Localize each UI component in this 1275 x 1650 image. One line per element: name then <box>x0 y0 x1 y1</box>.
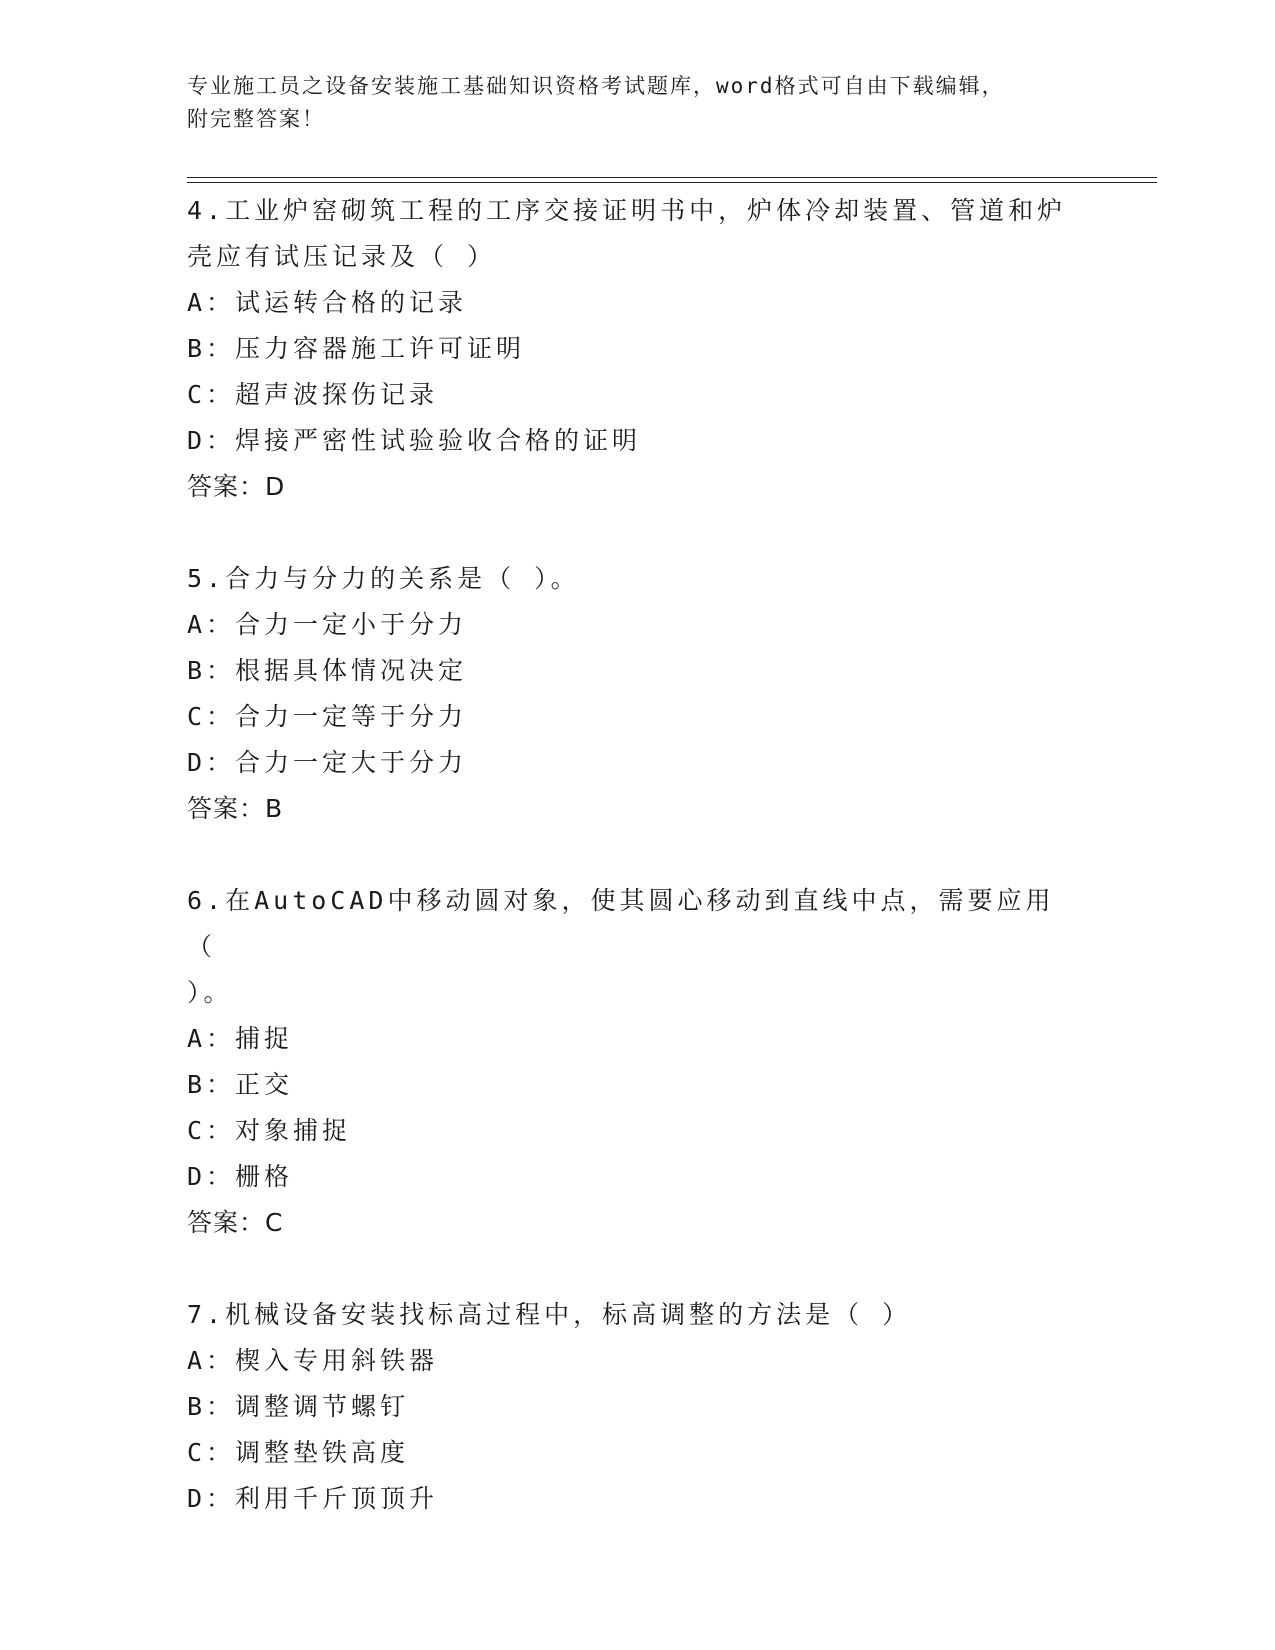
option-d: D：焊接严密性试验验收合格的证明 <box>187 426 642 455</box>
option-a: A：捕捉 <box>187 1024 294 1053</box>
option-d: D：利用千斤顶顶升 <box>187 1484 439 1513</box>
question-stem-line: 壳应有试压记录及（ ） <box>187 242 497 271</box>
option-a: A：合力一定小于分力 <box>187 610 468 639</box>
option-c: C：超声波探伤记录 <box>187 380 439 409</box>
question-4 <box>187 188 1087 510</box>
answer-line: 答案：B <box>187 794 284 823</box>
option-c: C：调整垫铁高度 <box>187 1438 410 1467</box>
option-c: C：合力一定等于分力 <box>187 702 468 731</box>
option-d: D：合力一定大于分力 <box>187 748 468 777</box>
header-divider-bottom <box>187 182 1157 183</box>
question-stem-line: 6.在AutoCAD中移动圆对象，使其圆心移动到直线中点，需要应用（ <box>187 886 1055 961</box>
question-spacer <box>187 832 1087 878</box>
header-line-2: 附完整答案！ <box>187 107 325 131</box>
question-6 <box>187 878 1087 1246</box>
answer-line: 答案：C <box>187 1208 284 1237</box>
document-header <box>187 70 1087 136</box>
option-d: D：栅格 <box>187 1162 294 1191</box>
question-spacer <box>187 1246 1087 1292</box>
option-b: B：正交 <box>187 1070 294 1099</box>
header-line-1: 专业施工员之设备安装施工基础知识资格考试题库，word格式可自由下载编辑， <box>187 74 1005 98</box>
question-stem-line: ）。 <box>187 978 233 1007</box>
question-7 <box>187 1292 1087 1522</box>
option-c: C：对象捕捉 <box>187 1116 352 1145</box>
option-b: B：压力容器施工许可证明 <box>187 334 526 363</box>
question-stem-line: 7.机械设备安装找标高过程中，标高调整的方法是（ ） <box>187 1300 912 1329</box>
question-stem-line: 4.工业炉窑砌筑工程的工序交接证明书中，炉体冷却装置、管道和炉 <box>187 196 1067 225</box>
question-spacer <box>187 510 1087 556</box>
option-a: A：试运转合格的记录 <box>187 288 468 317</box>
option-b: B：调整调节螺钉 <box>187 1392 410 1421</box>
option-b: B：根据具体情况决定 <box>187 656 468 685</box>
option-a: A：楔入专用斜铁器 <box>187 1346 439 1375</box>
question-list <box>187 188 1087 1522</box>
header-divider-top <box>187 177 1157 178</box>
answer-line: 答案：D <box>187 472 286 501</box>
question-stem-line: 5.合力与分力的关系是（ ）。 <box>187 564 580 593</box>
question-5 <box>187 556 1087 832</box>
